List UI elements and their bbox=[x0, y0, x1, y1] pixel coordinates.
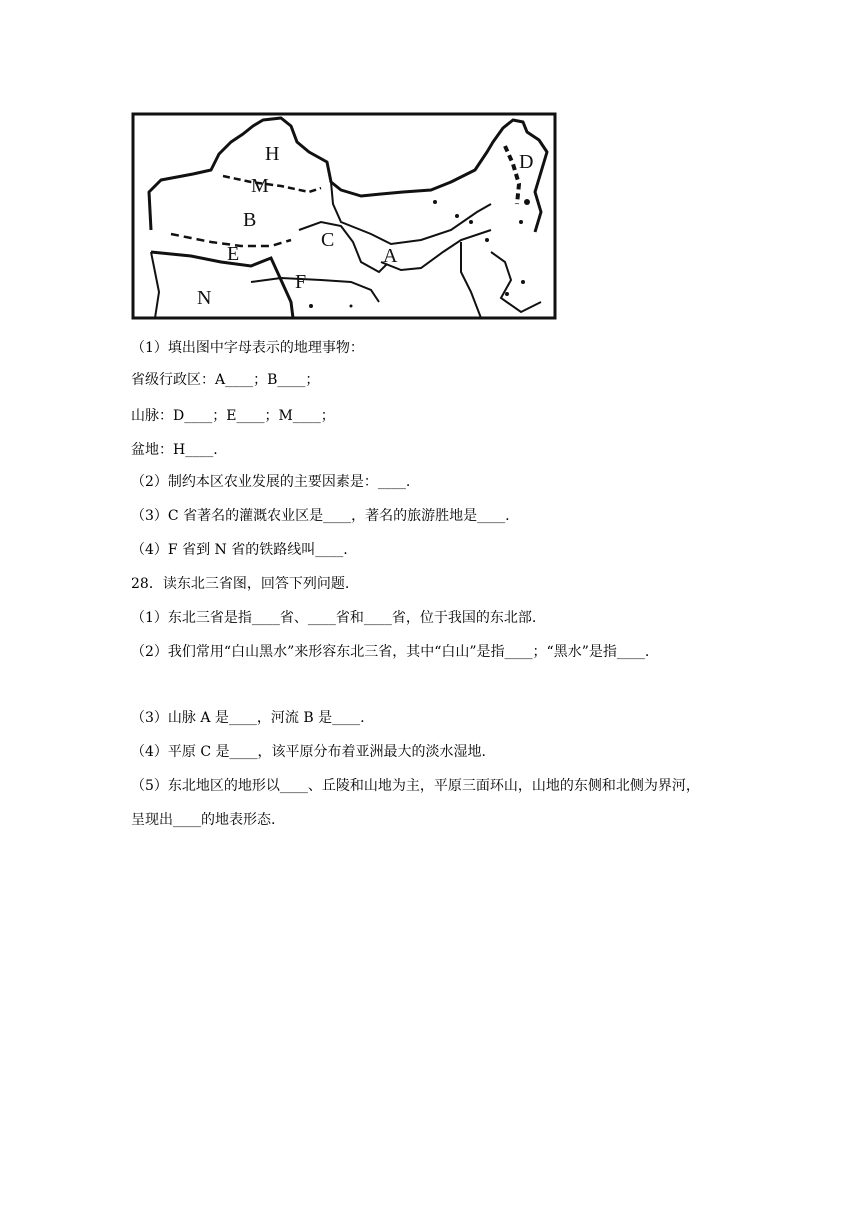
q27-part1-provinces: 省级行政区：A____；B____； bbox=[131, 372, 320, 388]
q28-part5-line2: 呈现出____的地表形态. bbox=[131, 812, 276, 828]
q27-part4: （4）F 省到 N 省的铁路线叫____. bbox=[131, 542, 348, 558]
q28-part1: （1）东北三省是指____省、____省和____省，位于我国的东北部. bbox=[131, 610, 537, 626]
q27-part1-basin: 盆地：H____. bbox=[131, 442, 218, 458]
q28-part2: （2）我们常用“白山黑水”来形容东北三省，其中“白山”是指____；“黑水”是指____. bbox=[131, 644, 650, 660]
q28-part3: （3）山脉 A 是____，河流 B 是____. bbox=[131, 710, 365, 726]
label-H: H bbox=[265, 143, 280, 165]
q27-part3: （3）C 省著名的灌溉农业区是____，著名的旅游胜地是____. bbox=[131, 508, 510, 524]
label-E: E bbox=[227, 243, 240, 265]
label-C: C bbox=[321, 229, 335, 251]
label-D: D bbox=[519, 151, 534, 173]
q28-title: 28．读东北三省图，回答下列问题. bbox=[131, 576, 350, 592]
label-N: N bbox=[197, 287, 212, 309]
northwest-china-map bbox=[131, 112, 557, 320]
label-M: M bbox=[251, 175, 269, 197]
q28-part5-line1: （5）东北地区的地形以____、丘陵和山地为主，平原三面环山，山地的东侧和北侧为界河， bbox=[131, 778, 700, 794]
label-B: B bbox=[243, 209, 257, 231]
q27-part1-mountains: 山脉：D____；E____；M____； bbox=[131, 408, 335, 424]
q28-part4: （4）平原 C 是____，该平原分布着亚洲最大的淡水湿地. bbox=[131, 744, 486, 760]
map-drawing bbox=[131, 112, 557, 320]
q27-part2: （2）制约本区农业发展的主要因素是：____. bbox=[131, 474, 411, 490]
label-A: A bbox=[383, 245, 398, 267]
label-F: F bbox=[295, 271, 307, 293]
q27-part1: （1）填出图中字母表示的地理事物： bbox=[131, 340, 364, 356]
